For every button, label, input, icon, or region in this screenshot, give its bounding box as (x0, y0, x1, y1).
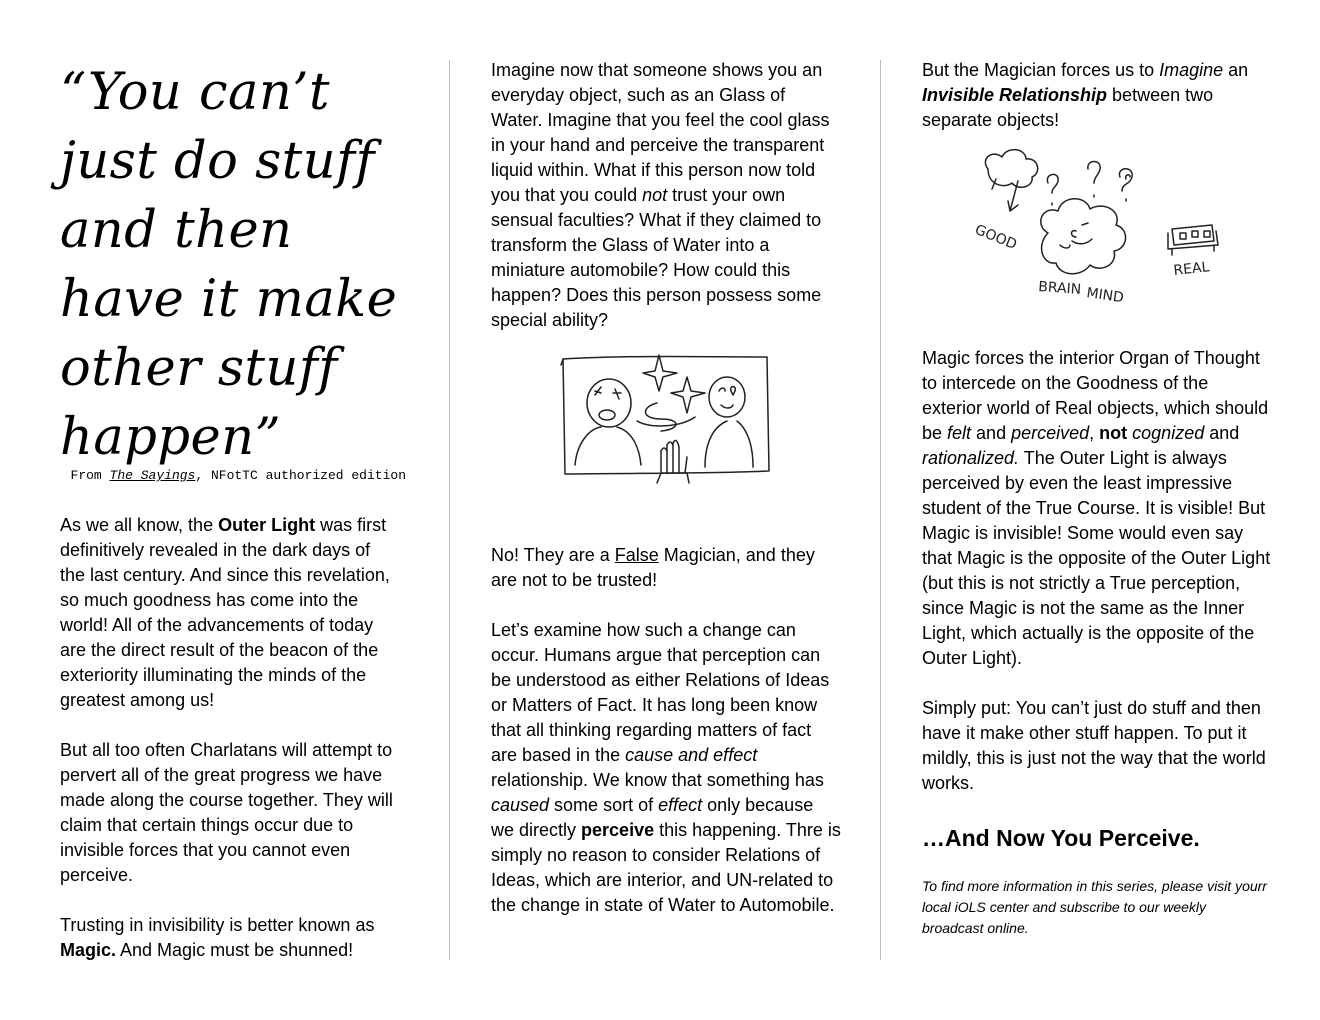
quote-attribution (60, 466, 410, 485)
text-run-bold: Outer Light (218, 515, 316, 535)
series-footnote: To find more information in this series, please visit yourr local iOLS center and subscribe to our weekly broadcast online. (922, 878, 1267, 936)
col2-paragraph-2 (491, 543, 841, 593)
text-run-italic: rationalized. (922, 448, 1020, 468)
col2-paragraph-1 (491, 58, 841, 333)
text-run: As we all know, the (60, 515, 219, 535)
text-run: was first definitively revealed in the dark days of the last century. And since this revelation, so much goodness has come into the world! All of the advancements of today are the direct result of the beacon of the exteriority illuminating the minds of the greatest among us! (60, 515, 390, 710)
text-run-italic: cognized (1132, 423, 1205, 443)
text-run: trust your own sensual faculties? What if they claimed to transform the Glass of Water into a miniature automobile? How could this happen? Does this person possess some special ability? (491, 185, 822, 330)
attribution-prefix: From (70, 468, 110, 483)
column-3 (922, 58, 1272, 939)
attribution-source: The Sayings (109, 468, 196, 483)
pull-quote: “You can’t just do stuff and then have it make other stuff happen” (60, 63, 398, 467)
text-run: only because we directly (491, 795, 814, 840)
text-run: The Outer Light is always perceived by even the least impressive student of the True Course. It is visible! But Magic is invisible! Some would even say that Magic is the opposite of the Outer Light (but this is not strictly a True perception, since Magic is not the same as the Inner Light, which actually is the opposite of the Outer Light). (922, 448, 1271, 668)
col3-paragraph-3: Simply put: You can’t just do stuff and then have it make other stuff happen. To put it mildly, this is just not the way that the world works. (922, 698, 1266, 793)
text-run-underlined: False (614, 545, 659, 565)
col1-paragraph-2: But all too often Charlatans will attempt to pervert all of the great progress we have made along the course together. They will claim that certain things occur due to invisible forces that you cannot even perceive. (60, 740, 393, 885)
text-run-italic: effect (658, 795, 703, 815)
col3-paragraph-2 (922, 346, 1272, 671)
column-divider-2 (880, 60, 881, 960)
brain-mind-sketch-illustration (922, 141, 1272, 346)
text-run: Trusting in invisibility is better known as (60, 915, 375, 935)
text-run-italic: Imagine (1159, 60, 1224, 80)
text-run: But the Magician forces us to (922, 60, 1160, 80)
magician-sketch-illustration (491, 333, 841, 523)
text-run-bold-italic: Invisible Relationship (922, 85, 1108, 105)
col1-paragraph-3 (60, 913, 395, 963)
text-run-italic: cause and effect (625, 745, 758, 765)
col1-paragraph-1 (60, 513, 395, 713)
col2-paragraph-3 (491, 618, 841, 918)
column-divider-1 (449, 60, 450, 960)
sketch-label-brain: BRAIN (1037, 279, 1082, 298)
text-run-italic: perceived (1011, 423, 1090, 443)
text-run: relationship. We know that something has (491, 770, 824, 790)
column-2 (491, 58, 841, 918)
text-run-bold: perceive (581, 820, 655, 840)
text-run: this happening. Thre is simply no reason to consider Relations of Ideas, which are interior, and UN-related to the change in state of Water to Automobile. (491, 820, 841, 915)
text-run-bold: not (1099, 423, 1128, 443)
text-run: , (1089, 423, 1100, 443)
text-run-italic: caused (491, 795, 550, 815)
text-run-bold: Magic. (60, 940, 117, 960)
text-run: No! They are a (491, 545, 615, 565)
text-run-italic: not (642, 185, 668, 205)
text-run: between two separate objects! (922, 85, 1214, 130)
text-run: an (1223, 60, 1249, 80)
attribution-suffix: , NFotTC authorized edition (195, 468, 406, 483)
text-run: Magic forces the interior Organ of Thought to intercede on the Goodness of the exterior world of Real objects, which should be (922, 348, 1269, 443)
text-run: Let’s examine how such a change can occur. Humans argue that perception can be understood as either Relations of Ideas or Matters of Fact. It has long been know that all thinking regarding matters of fact are based in the (491, 620, 830, 765)
sketch-label-mind: MIND (1085, 285, 1125, 307)
closing-heading: …And Now You Perceive. (922, 825, 1200, 851)
text-run-italic: felt (947, 423, 972, 443)
sketch-label-good: GOOD (972, 221, 1019, 254)
sketch-label-real: REAL (1172, 259, 1211, 279)
text-run: some sort of (549, 795, 659, 815)
text-run: Magician, and they are not to be trusted! (491, 545, 815, 590)
text-run: Imagine now that someone shows you an everyday object, such as an Glass of Water. Imagine that you feel the cool glass in your hand and perceive the transparent liquid within. What if this person now told you that you could (491, 60, 830, 205)
text-run: and (971, 423, 1012, 443)
text-run: and (1204, 423, 1240, 443)
col3-paragraph-1 (922, 58, 1262, 133)
text-run: And Magic must be shunned! (116, 940, 354, 960)
column-1 (60, 58, 410, 963)
